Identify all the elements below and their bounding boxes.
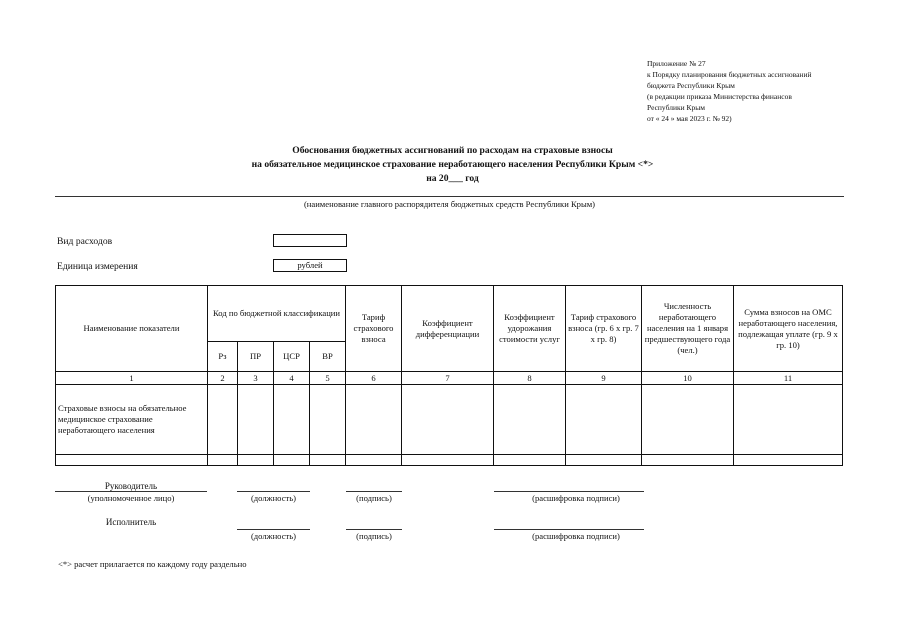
table-cell[interactable] [734, 455, 843, 466]
header-indicator: Наименование показатели [56, 286, 208, 372]
column-number: 3 [238, 372, 274, 385]
distributor-caption: (наименование главного распорядителя бюджетных средств Республики Крым) [303, 199, 596, 209]
header-population: Численность неработающего населения на 1 января предшествующего года (чел.) [642, 286, 734, 372]
executor-signature-line[interactable] [346, 529, 402, 530]
footnote: <*> расчет прилагается по каждому году раздельно [58, 559, 247, 569]
table-cell[interactable] [566, 455, 642, 466]
appendix-line: от « 24 » мая 2023 г. № 92) [647, 114, 732, 123]
table-cell[interactable] [494, 385, 566, 455]
expense-type-field[interactable] [273, 234, 347, 247]
unit-label: Единица измерения [57, 261, 138, 272]
column-number: 11 [734, 372, 843, 385]
header-rz: Рз [208, 342, 238, 372]
executor-label: Исполнитель [105, 517, 157, 527]
table-cell[interactable] [642, 455, 734, 466]
column-number: 9 [566, 372, 642, 385]
header-sum: Сумма взносов на ОМС неработающего населения, подлежащая уплате (гр. 9 х гр. 10) [734, 286, 843, 372]
column-number: 8 [494, 372, 566, 385]
header-budget-code: Код по бюджетной классификации [208, 286, 346, 342]
column-number: 2 [208, 372, 238, 385]
column-number: 4 [274, 372, 310, 385]
executor-position-line[interactable] [237, 529, 310, 530]
head-signature-line[interactable] [346, 491, 402, 492]
table-cell[interactable] [208, 455, 238, 466]
table-cell[interactable] [274, 455, 310, 466]
executor-position-caption: (должность) [250, 531, 297, 541]
table-cell[interactable] [310, 455, 346, 466]
head-name-line[interactable] [55, 491, 207, 492]
appendix-line: бюджета Республики Крым [647, 81, 735, 90]
header-vr: ВР [310, 342, 346, 372]
table-cell[interactable] [566, 385, 642, 455]
executor-signature-caption: (подпись) [356, 531, 392, 541]
head-decoding-line[interactable] [494, 491, 644, 492]
executor-decoding-line[interactable] [494, 529, 644, 530]
head-position-line[interactable] [237, 491, 310, 492]
header-tariff-calc: Тариф страхового взноса (гр. 6 х гр. 7 х гр. 8) [566, 286, 642, 372]
table-cell[interactable] [238, 455, 274, 466]
row-label-insurance: Страховые взносы на обязательное медицинское страхование неработающего населения [56, 385, 208, 455]
table-cell[interactable] [346, 385, 402, 455]
appendix-line: Республики Крым [647, 103, 706, 112]
distributor-line [55, 196, 844, 197]
table-cell[interactable] [274, 385, 310, 455]
expense-type-label: Вид расходов [57, 236, 113, 247]
document-title-line-1: Обоснования бюджетных ассигнований по расходам на страховые взносы [292, 145, 613, 156]
appendix-line: Приложение № 27 [647, 59, 706, 68]
table-cell[interactable] [310, 385, 346, 455]
table-cell[interactable] [734, 385, 843, 455]
header-diff-coef: Коэффициент дифференциации [402, 286, 494, 372]
unit-field[interactable]: рублей [273, 259, 347, 272]
table-cell[interactable] [642, 385, 734, 455]
table-cell[interactable] [56, 455, 208, 466]
appendix-line: (в редакции приказа Министерства финансов [647, 92, 792, 101]
table-cell[interactable] [346, 455, 402, 466]
table-cell[interactable] [208, 385, 238, 455]
header-tariff: Тариф страхового взноса [346, 286, 402, 372]
head-decoding-caption: (расшифровка подписи) [532, 493, 620, 503]
column-number: 6 [346, 372, 402, 385]
document-title-line-3: на 20___ год [426, 173, 479, 184]
table-cell[interactable] [402, 455, 494, 466]
appendix-note [647, 58, 887, 124]
head-position-caption: (должность) [250, 493, 297, 503]
column-number: 7 [402, 372, 494, 385]
table-cell[interactable] [238, 385, 274, 455]
executor-decoding-caption: (расшифровка подписи) [532, 531, 620, 541]
column-number: 5 [310, 372, 346, 385]
table-cell[interactable] [402, 385, 494, 455]
appendix-line: к Порядку планирования бюджетных ассигнований [647, 70, 812, 79]
column-number: 10 [642, 372, 734, 385]
document-title-line-2: на обязательное медицинское страхование неработающего населения Республики Крым <*> [251, 159, 654, 170]
head-caption: (уполномоченное лицо) [87, 493, 175, 503]
head-label: Руководитель [104, 481, 158, 491]
header-pr: ПР [238, 342, 274, 372]
calculation-table [55, 285, 843, 466]
head-signature-caption: (подпись) [356, 493, 392, 503]
header-csr: ЦСР [274, 342, 310, 372]
table-cell[interactable] [494, 455, 566, 466]
column-number: 1 [56, 372, 208, 385]
header-cost-coef: Коэффициент удорожания стоимости услуг [494, 286, 566, 372]
